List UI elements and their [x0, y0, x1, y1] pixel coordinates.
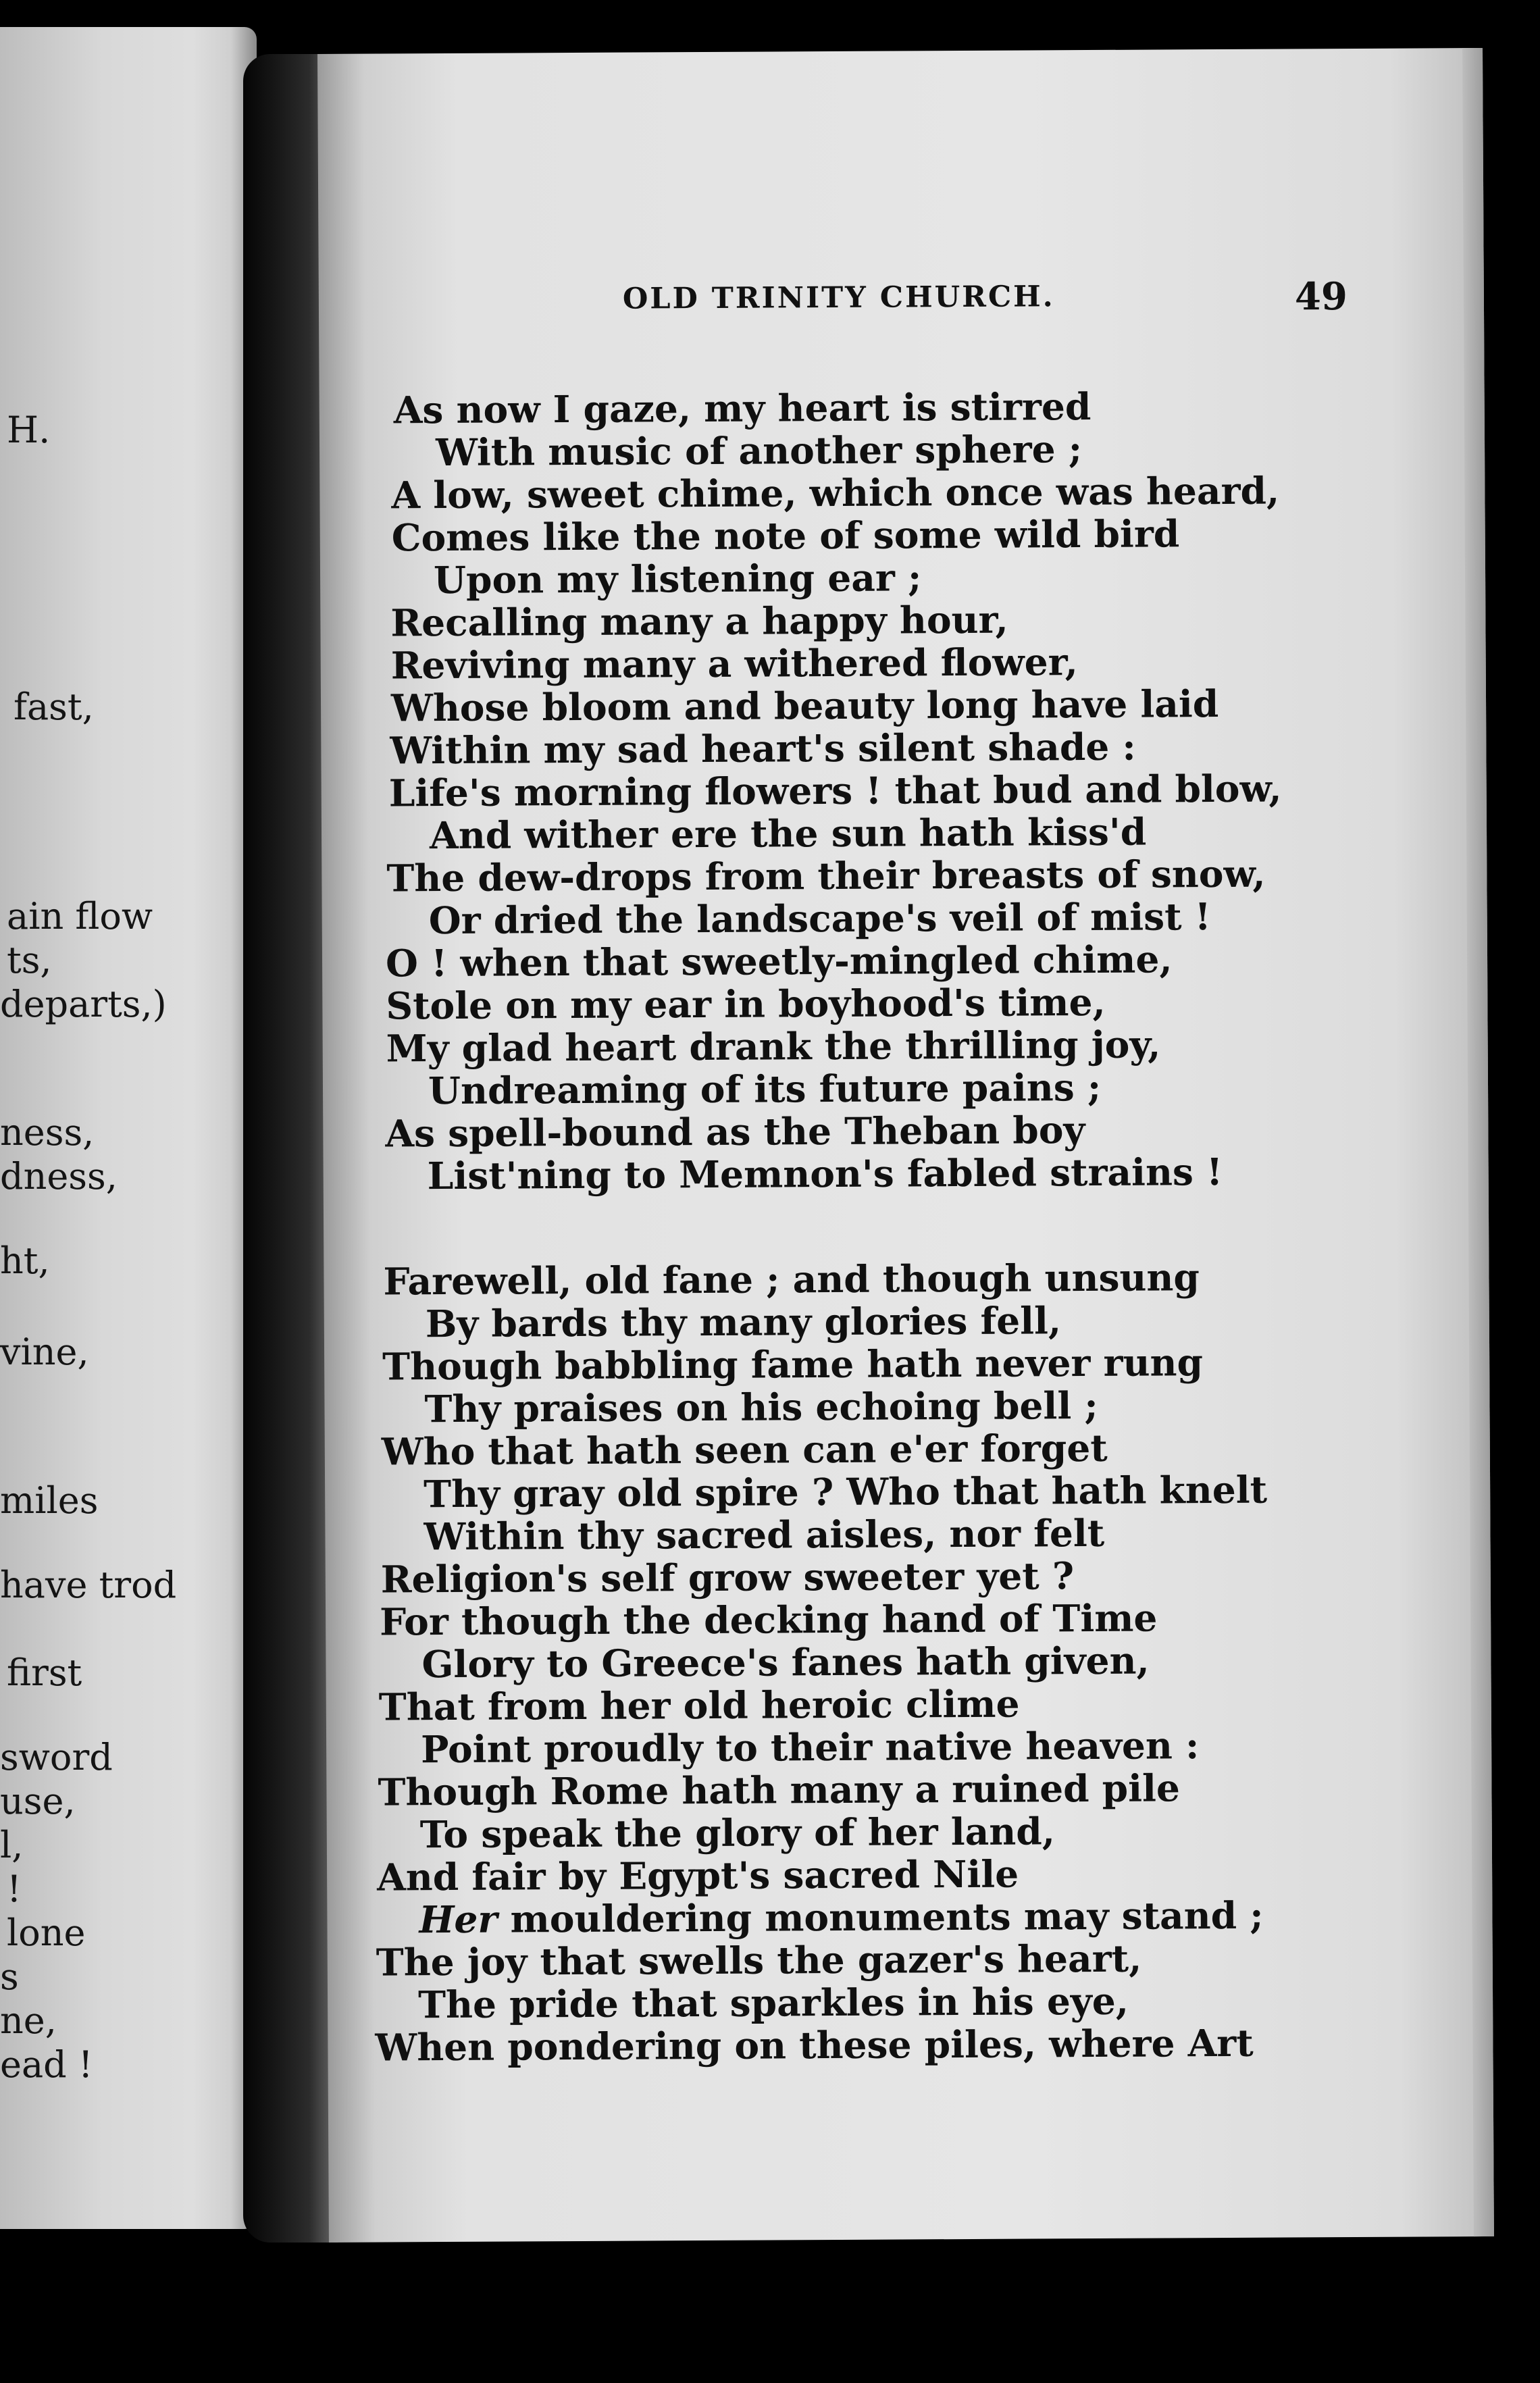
verse-line: As spell-bound as the Theban boy [385, 1108, 1085, 1156]
verse-line: Life's morning flowers ! that bud and blow, [388, 766, 1282, 815]
left-fragment: first [7, 1651, 82, 1694]
italic-word: Her [419, 1897, 498, 1942]
verse-line: Stole on my ear in boyhood's time, [386, 979, 1106, 1028]
left-fragment: ne, [0, 1999, 57, 2042]
left-fragment: l, [0, 1824, 24, 1866]
poem [317, 48, 1494, 2243]
verse-line: Within my sad heart's silent shade : [390, 724, 1136, 773]
verse-line: Farewell, old fane ; and though unsung [383, 1255, 1200, 1304]
verse-line-rest: mouldering monuments may stand ; [497, 1893, 1264, 1941]
verse-line: To speak the glory of her land, [419, 1809, 1056, 1857]
verse-line: Religion's self grow sweeter yet ? [380, 1554, 1075, 1602]
left-fragment: use, [0, 1780, 76, 1822]
verse-line: With music of another sphere ; [435, 427, 1083, 475]
verse-line: And fair by Egypt's sacred Nile [376, 1851, 1019, 1899]
left-fragment: lone [7, 1912, 86, 1954]
verse-line: List'ning to Memnon's fabled strains ! [427, 1150, 1223, 1198]
verse-line: Who that hath seen can e'er forget [381, 1425, 1108, 1474]
left-fragment: H. [7, 409, 51, 451]
verse-line: Upon my listening ear ; [433, 555, 922, 603]
left-fragment: ain flow [7, 895, 153, 938]
verse-line: Reviving many a withered flower, [390, 640, 1078, 688]
verse-line: That from her old heroic clime [378, 1681, 1020, 1729]
verse-line: Though Rome hath many a ruined pile [378, 1766, 1181, 1814]
verse-line: The pride that sparkles in his eye, [417, 1978, 1129, 2027]
verse-line: When pondering on these piles, where Art [375, 2020, 1254, 2070]
left-fragment: have trod [0, 1564, 177, 1606]
verse-line: Glory to Greece's fanes hath given, [421, 1638, 1150, 1687]
left-fragment: dness, [0, 1155, 118, 1198]
left-fragment: vine, [0, 1331, 89, 1373]
left-fragment: ness, [0, 1111, 95, 1154]
left-fragment: miles [0, 1479, 99, 1522]
verse-line: As now I gaze, my heart is stirred [393, 384, 1092, 432]
verse-line: The joy that swells the gazer's heart, [376, 1936, 1142, 1984]
verse-line: Though babbling fame hath never rung [382, 1340, 1204, 1389]
page-number: 49 [1294, 274, 1348, 319]
verse-line: Undreaming of its future pains ; [428, 1065, 1102, 1113]
verse-line: A low, sweet chime, which once was heard, [391, 468, 1280, 517]
left-page [0, 27, 257, 2229]
verse-line: My glad heart drank the thrilling joy, [386, 1022, 1161, 1071]
verse-line: And wither ere the sun hath kiss'd [429, 809, 1147, 858]
verse-line: O ! when that sweetly-mingled chime, [385, 937, 1173, 985]
verse-line: Thy gray old spire ? Who that hath knelt [423, 1467, 1268, 1516]
left-fragment: ead ! [0, 2043, 93, 2086]
left-fragment: ! [7, 1868, 22, 1910]
verse-line: Within thy sacred aisles, nor felt [424, 1510, 1105, 1559]
verse-line: The dew-drops from their breasts of snow, [386, 851, 1266, 900]
right-page [317, 48, 1494, 2243]
left-fragment: ht, [0, 1239, 50, 1282]
left-fragment: s [0, 1955, 19, 1998]
left-fragment: departs,) [0, 983, 167, 1025]
left-fragment: sword [0, 1736, 113, 1778]
left-fragment: ts, [7, 939, 52, 981]
verse-line: Recalling many a happy hour, [390, 597, 1008, 645]
verse-line: Whose bloom and beauty long have laid [390, 682, 1219, 730]
verse-line: By bards thy many glories fell, [425, 1298, 1062, 1346]
verse-line: Or dried the landscape's veil of mist ! [428, 894, 1211, 943]
running-title: OLD TRINITY CHURCH. [622, 280, 1055, 316]
verse-line: Point proudly to their native heaven : [420, 1723, 1200, 1772]
left-fragment: fast, [14, 686, 94, 728]
verse-line: Thy praises on his echoing bell ; [424, 1383, 1098, 1431]
verse-line-italic [419, 1893, 1264, 1942]
verse-line: For though the decking hand of Time [379, 1595, 1158, 1644]
verse-line: Comes like the note of some wild bird [391, 511, 1180, 560]
